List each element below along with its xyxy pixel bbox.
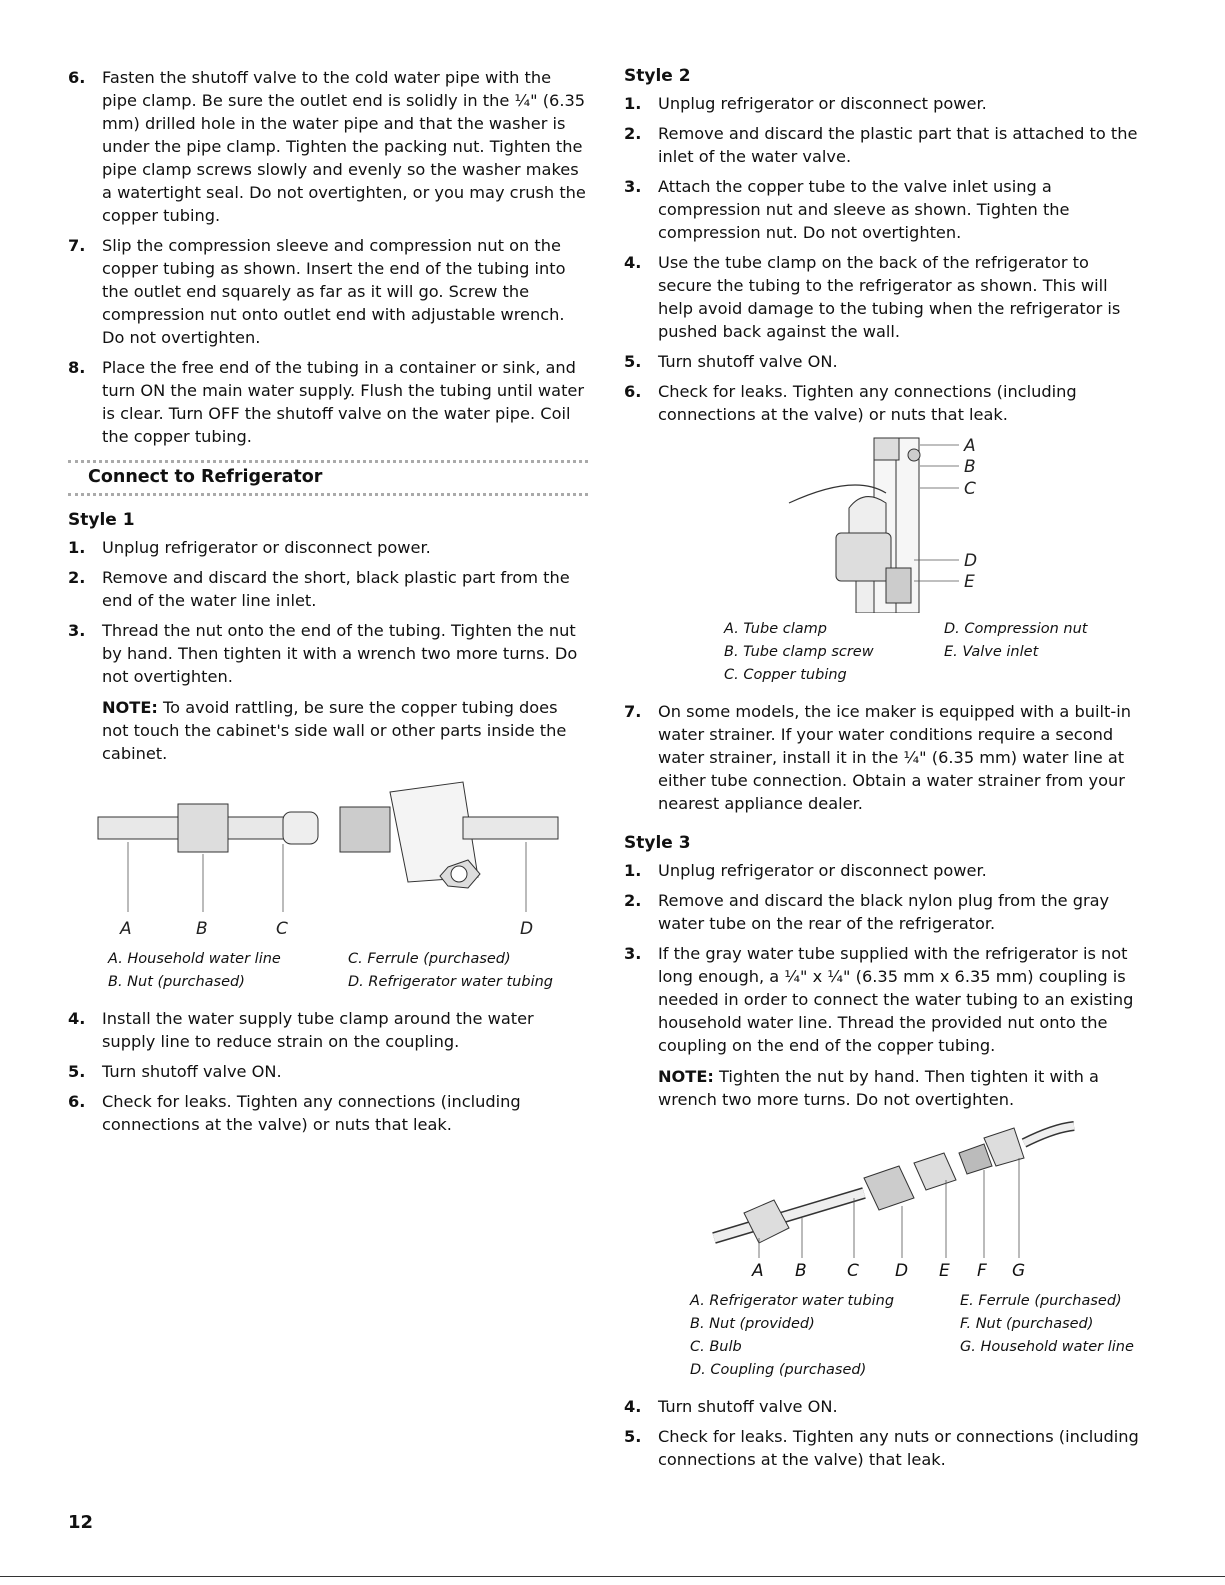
note-text: Tighten the nut by hand. Then tighten it with a wrench two more turns. Do not overtighten. [658, 1067, 1099, 1109]
step-text: Unplug refrigerator or disconnect power. [658, 94, 987, 113]
caption [944, 665, 1144, 686]
section-heading: Connect to Refrigerator [68, 460, 588, 496]
style2-figure [624, 433, 1144, 686]
note [102, 696, 588, 765]
step-text: Check for leaks. Tighten any nuts or connections (including connections at the valve) that leak. [658, 1427, 1139, 1469]
page-number: 12 [68, 1512, 94, 1533]
coupling-illustration [624, 1118, 1124, 1273]
step-text: Turn shutoff valve ON. [658, 352, 838, 371]
style3-steps-after [624, 1395, 1144, 1471]
left-column [68, 66, 588, 1143]
list-item [624, 942, 1144, 1111]
caption: A. Household water line [108, 951, 281, 967]
step-number: 3. [68, 621, 86, 640]
step-number: 3. [624, 177, 642, 196]
list-item [68, 566, 588, 612]
note-label: NOTE: [658, 1067, 714, 1086]
list-item [624, 889, 1144, 935]
step-text: Slip the compression sleeve and compression nut on the copper tubing as shown. Insert the end of the tubing into the outlet end squarely as far as it will go. Screw the compression nut onto outlet end with adjustable wrench. Do not overtighten. [102, 236, 566, 347]
list-item [68, 536, 588, 559]
step-number: 1. [624, 861, 642, 880]
note-label: NOTE: [102, 698, 158, 717]
step-number: 4. [68, 1009, 86, 1028]
style3-heading: Style 3 [624, 833, 691, 853]
caption: C. Bulb [690, 1339, 742, 1355]
style3-captions [690, 1291, 1144, 1381]
list-item [624, 251, 1144, 343]
step-number: 5. [624, 1427, 642, 1446]
list-item [624, 122, 1144, 168]
bottom-divider [0, 1576, 1225, 1577]
list-item [68, 356, 588, 448]
label-d: D [520, 919, 534, 939]
step-text: Use the tube clamp on the back of the refrigerator to secure the tubing to the refrigerator as shown. This will help avoid damage to the tubing when the refrigerator is pushed back against the wall. [658, 253, 1121, 341]
step-text: Place the free end of the tubing in a container or sink, and turn ON the main water supply. Flush the tubing until water is clear. Turn OFF the shutoff valve on the water pipe. Coil the copper tubing. [102, 358, 585, 446]
style1-heading: Style 1 [68, 510, 135, 530]
label-c: C [847, 1261, 859, 1281]
step-text: If the gray water tube supplied with the refrigerator is not long enough, a ¼" x ¼" (6.35 mm x 6.35 mm) coupling is needed in order to connect the water tubing to an existing household water line. Thread the provided nut onto the coupling on the end of the copper tubing. [658, 944, 1134, 1055]
label-f: F [977, 1261, 987, 1281]
step-number: 6. [68, 68, 86, 87]
style2-steps-after [624, 700, 1144, 815]
step-text: Install the water supply tube clamp around the water supply line to reduce strain on the coupling. [102, 1009, 534, 1051]
step-text: Thread the nut onto the end of the tubing. Tighten the nut by hand. Then tighten it with a wrench two more turns. Do not overtighten. [102, 621, 578, 686]
note [658, 1065, 1144, 1111]
list-item [624, 380, 1144, 426]
caption: A. Refrigerator water tubing [690, 1293, 895, 1309]
style1-steps-after [68, 1007, 588, 1136]
caption: E. Valve inlet [944, 644, 1039, 660]
list-item [68, 619, 588, 765]
label-a: A [752, 1261, 764, 1281]
right-column [624, 66, 1144, 1478]
list-item [624, 350, 1144, 373]
list-item [624, 700, 1144, 815]
style2-steps [624, 92, 1144, 426]
label-b: B [795, 1261, 807, 1281]
step-number: 5. [68, 1062, 86, 1081]
caption: F. Nut (purchased) [960, 1316, 1094, 1332]
style1-captions [108, 949, 588, 993]
caption: B. Nut (purchased) [108, 974, 245, 990]
label-c: C [964, 479, 976, 499]
style1-figure [68, 772, 588, 993]
step-text: Check for leaks. Tighten any connections (including connections at the valve) or nuts that leak. [658, 382, 1077, 424]
note-text: To avoid rattling, be sure the copper tubing does not touch the cabinet's side wall or other parts inside the cabinet. [102, 698, 567, 763]
caption: D. Refrigerator water tubing [348, 974, 553, 990]
caption [960, 1360, 1160, 1381]
label-b: B [964, 457, 976, 477]
label-d: D [895, 1261, 909, 1281]
step-text: Attach the copper tube to the valve inlet using a compression nut and sleeve as shown. Tighten the compression nut. Do not overtighten. [658, 177, 1070, 242]
list-item [68, 1007, 588, 1053]
step-text: Turn shutoff valve ON. [658, 1397, 838, 1416]
list-item [68, 66, 588, 227]
tubing-connection-illustration [68, 772, 568, 947]
list-item [624, 92, 1144, 115]
caption: G. Household water line [960, 1339, 1134, 1355]
caption: B. Nut (provided) [690, 1316, 815, 1332]
style1-steps [68, 536, 588, 765]
step-text: Unplug refrigerator or disconnect power. [658, 861, 987, 880]
label-a: A [964, 436, 976, 456]
list-item [624, 1425, 1144, 1471]
step-text: Fasten the shutoff valve to the cold water pipe with the pipe clamp. Be sure the outlet end is solidly in the ¼" (6.35 mm) drilled hole in the water pipe and that the washer is under the pipe clamp. Tighten the packing nut. Tighten the pipe clamp screws slowly and evenly so the washer makes a watertight seal. Do not overtighten, or you may crush the copper tubing. [102, 68, 586, 225]
label-e: E [939, 1261, 950, 1281]
list-item [624, 175, 1144, 244]
step-number: 3. [624, 944, 642, 963]
list-item [624, 859, 1144, 882]
caption: E. Ferrule (purchased) [960, 1293, 1122, 1309]
step-text: Remove and discard the short, black plastic part from the end of the water line inlet. [102, 568, 570, 610]
list-item [68, 1090, 588, 1136]
style3-steps [624, 859, 1144, 1111]
style3-letter-row [624, 1261, 1144, 1287]
steps-list-top [68, 66, 588, 448]
style2-captions [724, 619, 1144, 686]
step-text: Remove and discard the plastic part that is attached to the inlet of the water valve. [658, 124, 1138, 166]
step-number: 4. [624, 253, 642, 272]
label-a: A [120, 919, 132, 939]
step-number: 5. [624, 352, 642, 371]
caption: C. Ferrule (purchased) [348, 951, 511, 967]
step-text: Unplug refrigerator or disconnect power. [102, 538, 431, 557]
step-number: 8. [68, 358, 86, 377]
list-item [68, 1060, 588, 1083]
step-number: 1. [624, 94, 642, 113]
step-number: 7. [624, 702, 642, 721]
step-text: Turn shutoff valve ON. [102, 1062, 282, 1081]
label-g: G [1012, 1261, 1026, 1281]
label-b: B [196, 919, 208, 939]
step-text: On some models, the ice maker is equipped with a built-in water strainer. If your water conditions require a second water strainer, install it in the ¼" (6.35 mm) water line at either tube connection. Obtain a water strainer from your nearest appliance dealer. [658, 702, 1131, 813]
valve-inlet-illustration [624, 433, 1124, 613]
style3-figure [624, 1118, 1144, 1381]
step-number: 2. [68, 568, 86, 587]
label-c: C [276, 919, 288, 939]
caption: C. Copper tubing [724, 667, 847, 683]
caption: D. Compression nut [944, 621, 1088, 637]
step-number: 2. [624, 124, 642, 143]
list-item [68, 234, 588, 349]
step-number: 2. [624, 891, 642, 910]
step-text: Remove and discard the black nylon plug from the gray water tube on the rear of the refrigerator. [658, 891, 1110, 933]
step-text: Check for leaks. Tighten any connections (including connections at the valve) or nuts that leak. [102, 1092, 521, 1134]
style2-heading: Style 2 [624, 66, 691, 86]
caption: B. Tube clamp screw [724, 644, 874, 660]
caption: D. Coupling (purchased) [690, 1362, 867, 1378]
caption: A. Tube clamp [724, 621, 827, 637]
list-item [624, 1395, 1144, 1418]
label-d: D [964, 551, 978, 571]
step-number: 6. [624, 382, 642, 401]
step-number: 6. [68, 1092, 86, 1111]
label-e: E [964, 572, 975, 592]
step-number: 7. [68, 236, 86, 255]
step-number: 4. [624, 1397, 642, 1416]
step-number: 1. [68, 538, 86, 557]
